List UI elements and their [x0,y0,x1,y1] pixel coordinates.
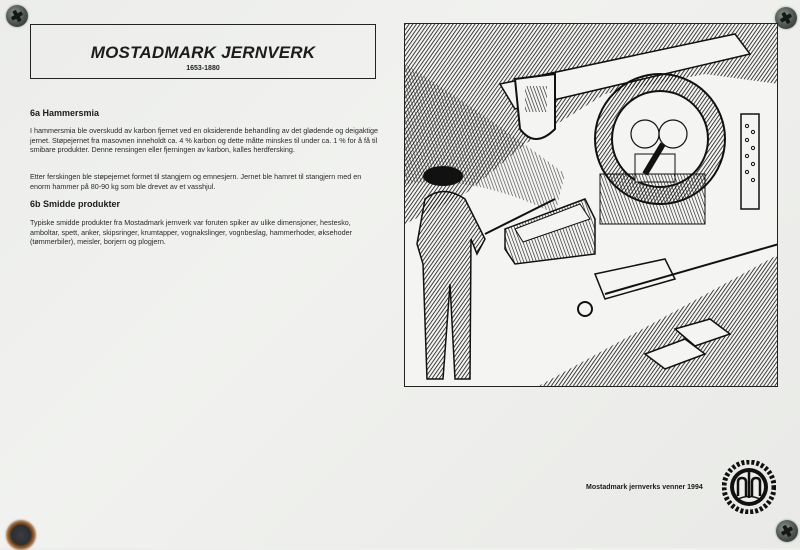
screw-bottom-right-icon [776,520,798,542]
sign-title: MOSTADMARK JERNVERK [90,43,316,62]
screw-top-right-icon [775,7,797,29]
hammer-smithy-illustration [404,23,778,387]
mj-emblem-icon [722,460,776,514]
section-6a-paragraph-1: I hammersmia ble overskudd av karbon fjernet ved en oksiderende behandling av det glødende og deigaktige jernet. Støpejernet fra masovnen inneholdt ca. 4 % karbon og dette måtte minskes til under ca. 1 % for å få til smibare produkter. Denne rensingen eller fjerningen av karbon, kalles herdfersking. [30,126,379,155]
footer-credit: Mostadmark jernverks venner 1994 [586,484,703,491]
sign-years: 1653-1880 [186,65,220,72]
section-6b-paragraph: Typiske smidde produkter fra Mostadmark jernverk var foruten spiker av ulike dimensjoner, hestesko, amboltar, spett, anker, skipsringer, krumtapper, vognakslinger, vognbeslag, hammerhoder, øksehoder (tømmerbiler), meisler, borjern og plogjern. [30,218,353,247]
section-6b-heading: 6b Smidde produkter [30,199,121,209]
section-6a-heading: 6a Hammersmia [30,108,100,118]
rusted-screw-bottom-left-icon [6,520,36,550]
engraving-drawing [405,24,778,387]
section-6a-paragraph-2: Etter ferskingen ble støpejernet formet til stangjern og emnesjern. Jernet ble hamret til stangjern med en enorm hammer på 80-90 kg som ble drevet av et vasshjul. [30,172,362,191]
title-box [30,24,376,79]
screw-top-left-icon [6,5,28,27]
